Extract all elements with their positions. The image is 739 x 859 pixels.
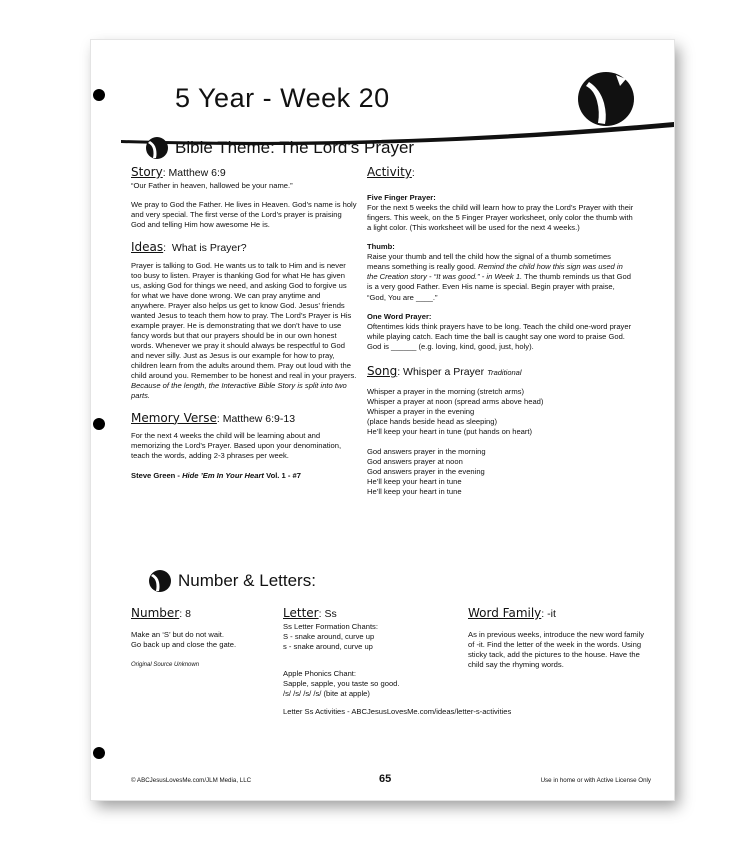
song-verse1-line: He’ll keep your heart in tune (put hands on heart) xyxy=(367,427,533,436)
worksheet-page xyxy=(91,40,674,800)
thumb-body-part2: The thumb reminds us that God is a very good Father. Even His name is special. Begin prayer with praise, “God, You are ____.” xyxy=(367,272,631,302)
letter-heading: Letter: Ss xyxy=(283,606,337,620)
footer-copyright: © ABCJesusLovesMe.com/JLM Media, LLC xyxy=(131,777,252,784)
memory-verse-reference: Matthew 6:9-13 xyxy=(222,412,296,425)
song-verse2-line: God answers prayer at noon xyxy=(367,456,463,466)
song-credit xyxy=(131,471,357,481)
word-family-value: -it xyxy=(547,608,556,620)
number-section xyxy=(131,606,276,670)
story-heading: Story: Matthew 6:9 xyxy=(131,165,226,179)
number-rhyme-line: Go back up and close the gate. xyxy=(131,639,237,649)
song-tag: Traditional xyxy=(487,368,522,378)
number-letters-title: Number & Letters: xyxy=(178,571,316,590)
letter-chant-line: S - snake around, curve up xyxy=(283,631,375,641)
story-reference: Matthew 6:9 xyxy=(168,167,226,179)
number-value: 8 xyxy=(185,608,191,620)
story-label: Story xyxy=(131,165,163,179)
letter-chant-line: s - snake around, curve up xyxy=(283,641,373,651)
song-verse1-line: Whisper a prayer in the morning (stretch arms) xyxy=(367,386,524,396)
binder-hole xyxy=(93,418,105,430)
song-verse2-line: God answers prayer in the morning xyxy=(367,446,486,456)
memory-verse-body: For the next 4 weeks the child will be learning about and memorizing the Lord’s Prayer. Based upon your denomination, teach the words, adding 2-3 phrases per week. xyxy=(131,431,342,461)
globe-bullet-icon xyxy=(148,569,172,593)
ideas-label: Ideas xyxy=(131,239,164,254)
memory-verse-heading: Memory Verse: Matthew 6:9-13 xyxy=(131,410,296,425)
letter-chant-title: Ss Letter Formation Chants: xyxy=(283,621,378,631)
song-verse2-line: God answers prayer in the evening xyxy=(367,466,485,476)
word-family-body: As in previous weeks, introduce the new word family of -it. Find the letter of the week in the words. Using sticky tack, add the pictures to the house. Have the child say the rhyming words. xyxy=(468,629,645,669)
song-verse1-line: (place hands beside head as sleeping) xyxy=(367,416,498,426)
song-label: Song xyxy=(367,364,398,379)
memory-verse-label: Memory Verse xyxy=(131,410,217,425)
page-number: 65 xyxy=(379,773,392,785)
song-heading: Song: Whisper a Prayer Traditional xyxy=(367,364,522,379)
right-column xyxy=(367,165,635,497)
song-credit-artist: Steve Green - xyxy=(131,470,183,480)
song-verse2-line: He’ll keep your heart in tune xyxy=(367,476,462,486)
thumb-body-part1: Raise your thumb and tell the child how the signal of a thumb sometimes means something is really good. xyxy=(367,252,611,272)
word-family-heading: Word Family: -it xyxy=(468,606,556,620)
left-column xyxy=(131,165,357,481)
binder-hole xyxy=(93,89,105,101)
letter-activities-link: Letter Ss Activities - ABCJesusLovesMe.com/ideas/letter-s-activities xyxy=(283,706,512,716)
bible-theme-heading xyxy=(145,136,414,160)
song-title: Whisper a Prayer xyxy=(403,366,485,379)
five-finger-title: Five Finger Prayer: xyxy=(367,192,436,202)
story-body: We pray to God the Father. He lives in Heaven. God’s name is holy and very special. The first verse of the Lord’s prayer is praising God and telling Him how awesome He is. xyxy=(131,200,357,230)
five-finger-body: For the next 5 weeks the child will learn how to pray the Lord’s Prayer with their fingers. This week, on the 5 Finger Prayer worksheet, only color the thumb with a light color. (This worksheet will be used for the next 4 weeks.) xyxy=(367,202,634,232)
number-label: Number xyxy=(131,606,180,620)
number-rhyme-line: Make an ‘S’ but do not wait. xyxy=(131,629,225,639)
phonics-title: Apple Phonics Chant: xyxy=(283,668,357,678)
binder-hole xyxy=(93,747,105,759)
word-family-section xyxy=(468,606,648,670)
thumb-body xyxy=(367,252,635,302)
thumb-body-italic: Remind the child how this sign was used in the Creation story - “It was good.” - in Week 1. xyxy=(367,262,623,282)
footer-license: Use in home or with Active License Only xyxy=(540,777,651,784)
number-source: Original Source Unknown xyxy=(131,661,200,668)
song-credit-title: Hide ’Em In Your Heart xyxy=(182,470,264,480)
song-verse1-line: Whisper a prayer at noon (spread arms above head) xyxy=(367,396,544,406)
number-heading: Number: 8 xyxy=(131,606,191,620)
ideas-question: What is Prayer? xyxy=(171,241,247,254)
one-word-body: Oftentimes kids think prayers have to be long. Teach the child one-word prayer while playing catch. Each time the ball is caught say one word to praise God. God is ______ (e.g. loving, kind, good, just, holy). xyxy=(367,322,632,352)
letter-label: Letter xyxy=(283,606,319,620)
bible-theme-title: Bible Theme: The Lord’s Prayer xyxy=(175,138,415,157)
story-quote: “Our Father in heaven, hallowed be your name.” xyxy=(131,180,293,190)
phonics-line: /s/ /s/ /s/ /s/ (bite at apple) xyxy=(283,688,370,698)
page-title: 5 Year - Week 20 xyxy=(175,83,390,113)
ideas-body-text: Prayer is talking to God. He wants us to talk to Him and is never too busy to listen. Prayer is thanking God for what He has given us, asking God for things we need, and asking God to forgive us for what we have done wrong. We can pray anytime and anywhere. Prayer also helps us get to know God. Jesus’ friends wanted Jesus to teach them how to pray. The Lord’s Prayer is His example prayer. He is demonstrating that we don’t have to use fancy words but that our prayers should be in our own honest words. Whenever we pray it should always be respectful to God and never silly. Just as Jesus is our example for how to pray, children learn from the adults around them. Pray out loud with the child around you. Remember to be honest and real in your prayers. xyxy=(131,260,357,380)
one-word-title: One Word Prayer: xyxy=(367,312,432,322)
thumb-title: Thumb: xyxy=(367,242,395,252)
ideas-note: Because of the length, the Interactive Bible Story is split into two parts. xyxy=(131,380,347,400)
globe-bullet-icon xyxy=(145,136,169,160)
letter-value: Ss xyxy=(324,608,337,620)
number-letters-heading xyxy=(148,569,316,593)
phonics-line: Sapple, sapple, you taste so good. xyxy=(283,678,400,688)
song-credit-volume: Vol. 1 - #7 xyxy=(263,470,301,480)
song-verse2-line: He’ll keep your heart in tune xyxy=(367,486,462,496)
word-family-label: Word Family xyxy=(468,606,542,620)
activity-label: Activity xyxy=(367,165,412,179)
ideas-body xyxy=(131,261,357,401)
song-verse1-line: Whisper a prayer in the evening xyxy=(367,406,475,416)
activity-heading: Activity: xyxy=(367,165,415,179)
ideas-heading: Ideas: What is Prayer? xyxy=(131,239,247,254)
